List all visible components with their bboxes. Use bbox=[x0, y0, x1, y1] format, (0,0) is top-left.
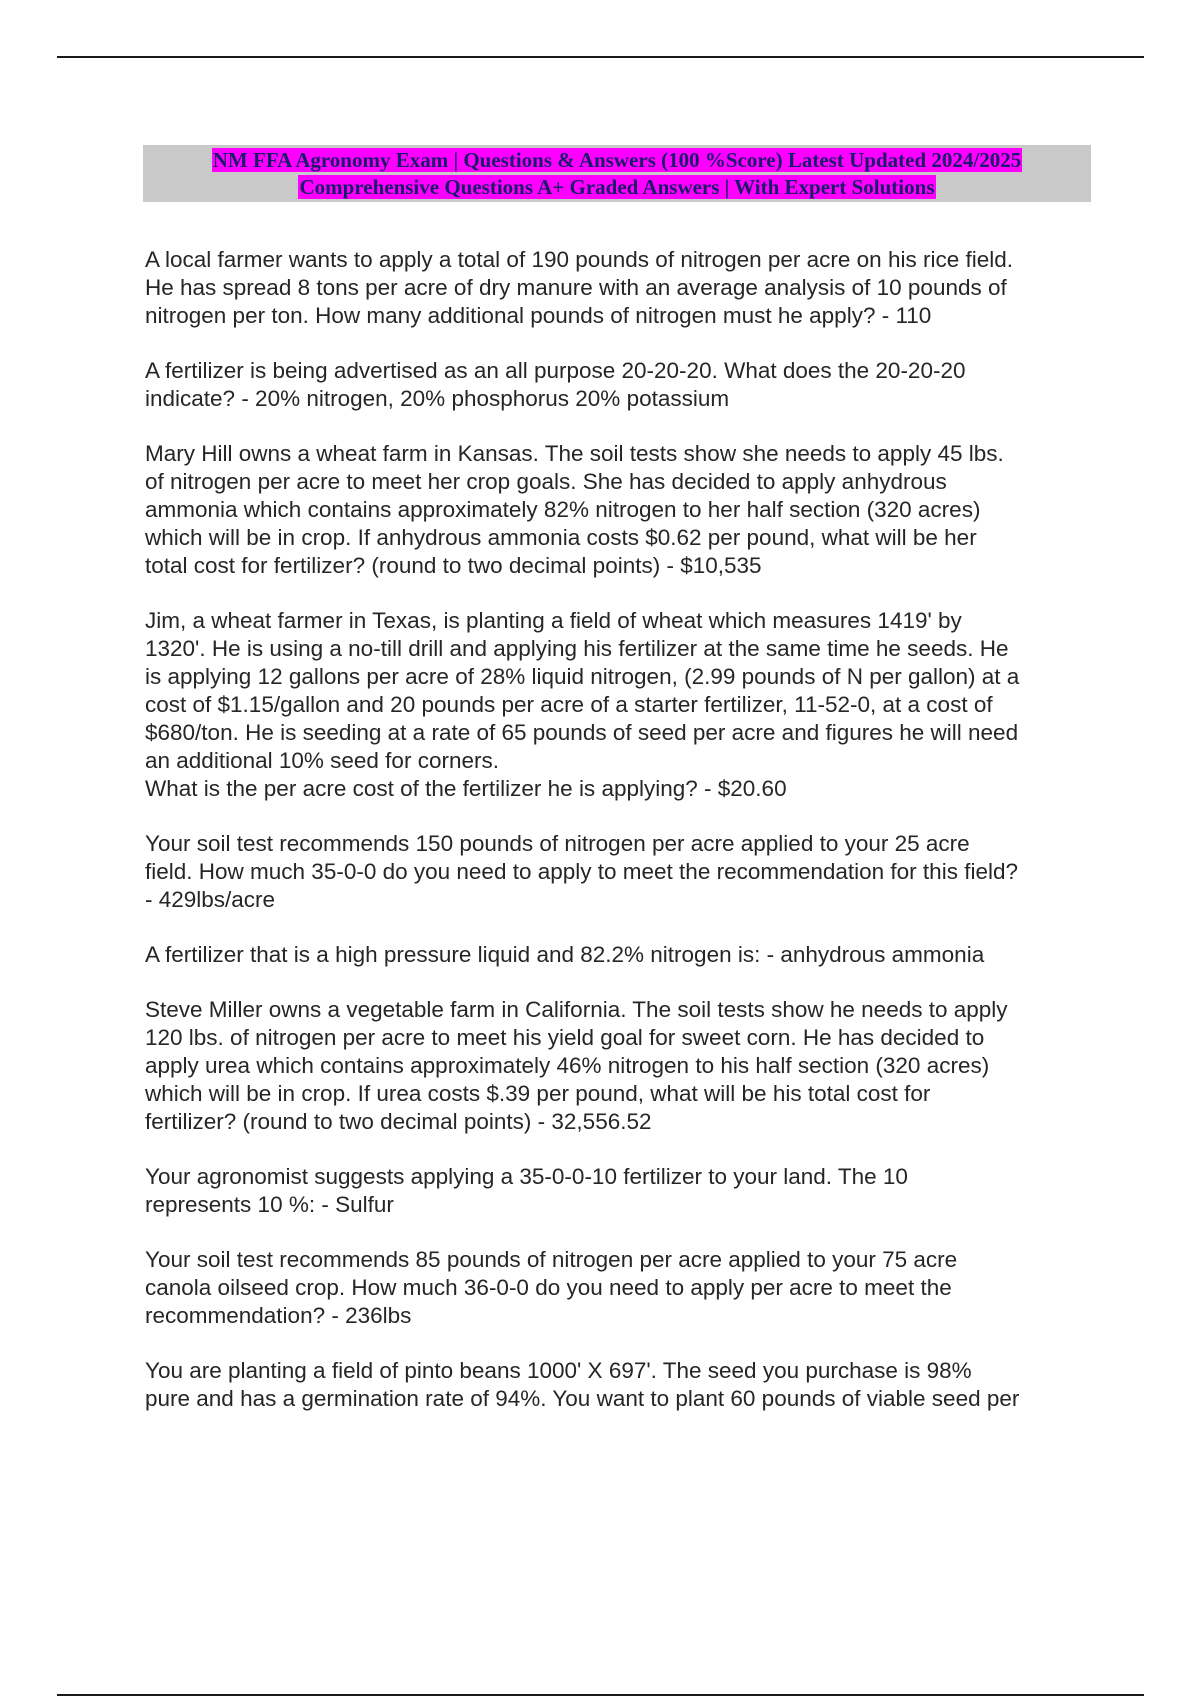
header-rule bbox=[57, 56, 1144, 58]
qa-item: Your soil test recommends 150 pounds of nitrogen per acre applied to your 25 acre field. How much 35-0-0 do you need to apply to meet the recommendation for this field? - 429lbs/acre bbox=[145, 831, 1018, 912]
qa-item: Mary Hill owns a wheat farm in Kansas. The soil tests show she needs to apply 45 lbs. of nitrogen per acre to meet her crop goals. She has decided to apply anhydrous ammonia which contains approximately 82% nitrogen to her half section (320 acres) which will be in crop. If anhydrous ammonia costs $0.62 per pound, what will be her total cost for fertilizer? (round to two decimal points) - $10,535 bbox=[145, 441, 1004, 578]
qa-item: A fertilizer is being advertised as an all purpose 20-20-20. What does the 20-20-20 indicate? - 20% nitrogen, 20% phosphorus 20% potassium bbox=[145, 358, 966, 411]
qa-item: Steve Miller owns a vegetable farm in California. The soil tests show he needs to apply 120 lbs. of nitrogen per acre to meet his yield goal for sweet corn. He has decided to apply urea which contains approximately 46% nitrogen to his half section (320 acres) which will be in crop. If urea costs $.39 per pound, what will be his total cost for fertilizer? (round to two decimal points) - 32,556.52 bbox=[145, 997, 1008, 1134]
qa-item: Your agronomist suggests applying a 35-0-0-10 fertilizer to your land. The 10 represents 10 %: - Sulfur bbox=[145, 1164, 908, 1217]
qa-item: A fertilizer that is a high pressure liquid and 82.2% nitrogen is: - anhydrous ammonia bbox=[145, 942, 985, 967]
qa-item: Jim, a wheat farmer in Texas, is planting a field of wheat which measures 1419' by 1320'. He is using a no-till drill and applying his fertilizer at the same time he seeds. He is applying 12 gallons per acre of 28% liquid nitrogen, (2.99 pounds of N per gallon) at a cost of $1.15/gallon and 20 pounds per acre of a starter fertilizer, 11-52-0, at a cost of $680/ton. He is seeding at a rate of 65 pounds of seed per acre and figures he will need an additional 10% seed for corners. What is the per acre cost of the fertilizer he is applying? - $20.60 bbox=[145, 608, 1020, 801]
title-highlight-1: NM FFA Agronomy Exam | Questions & Answers (100 %Score) Latest Updated 2024/2025 bbox=[212, 148, 1022, 172]
title-highlight-2: Comprehensive Questions A+ Graded Answers | With Expert Solutions bbox=[299, 175, 935, 199]
document-title-line-2 bbox=[143, 173, 1091, 201]
qa-item: A local farmer wants to apply a total of 190 pounds of nitrogen per acre on his rice field. He has spread 8 tons per acre of dry manure with an average analysis of 10 pounds of nitrogen per ton. How many additional pounds of nitrogen must he apply? - 110 bbox=[145, 247, 1013, 328]
qa-item: Your soil test recommends 85 pounds of nitrogen per acre applied to your 75 acre canola oilseed crop. How much 36-0-0 do you need to apply per acre to meet the recommendation? - 236lbs bbox=[145, 1247, 958, 1328]
document-title-line-1 bbox=[143, 146, 1091, 174]
footer-rule bbox=[57, 1694, 1144, 1696]
qa-item: You are planting a field of pinto beans 1000' X 697'. The seed you purchase is 98% pure and has a germination rate of 94%. You want to plant 60 pounds of viable seed per bbox=[145, 1358, 1020, 1411]
qa-list bbox=[145, 246, 1095, 1440]
